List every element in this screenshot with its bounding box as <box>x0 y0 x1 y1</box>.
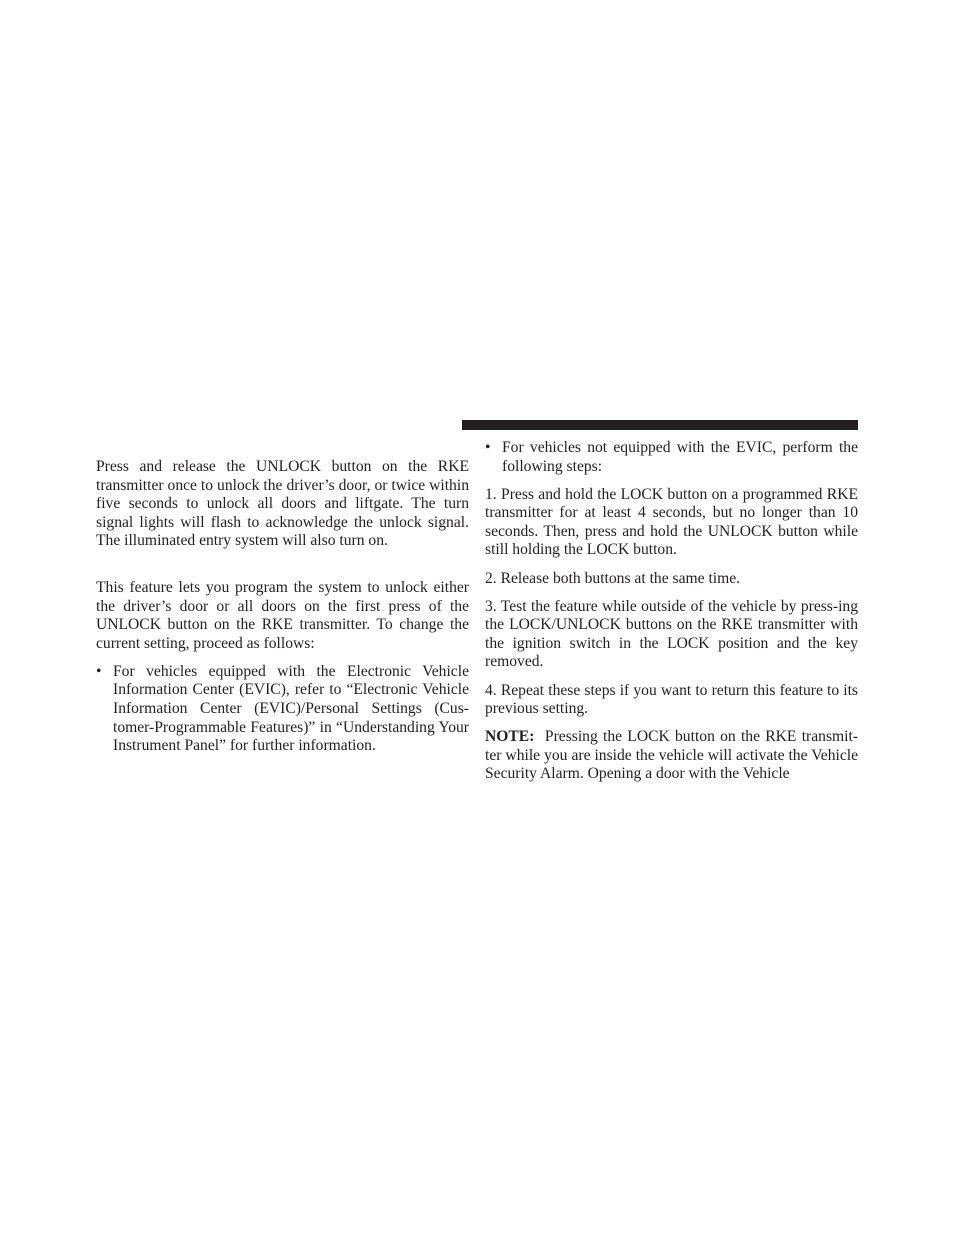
evic-bullet-item <box>96 663 469 756</box>
section-header-rule <box>462 420 858 430</box>
evic-bullet-text: For vehicles equipped with the Electronic Vehicle Information Center (EVIC), refer to “Electronic Vehicle Information Center (EVIC)/Personal Settings (Cus-tomer-Programmable Features)” in “Understanding Your Instrument Panel” for further information. <box>113 662 469 755</box>
step-4: 4. Repeat these steps if you want to return this feature to its previous setting. <box>485 681 858 718</box>
step-1: 1. Press and hold the LOCK button on a programmed RKE transmitter for at least 4 seconds, but no longer than 10 seconds. Then, press and hold the UNLOCK button while still holding the LOCK button. <box>485 485 858 559</box>
note-text: Pressing the LOCK button on the RKE transmit-ter while you are inside the vehicle will activate the Vehicle Security Alarm. Opening a door with the Vehicle <box>485 728 859 783</box>
step-3: 3. Test the feature while outside of the vehicle by press-ing the LOCK/UNLOCK buttons on the RKE transmitter with the ignition switch in the LOCK position and the key removed. <box>485 597 858 671</box>
bullet-icon: • <box>485 439 491 456</box>
note-label: NOTE: <box>485 728 535 746</box>
step-2: 2. Release both buttons at the same time. <box>485 569 741 587</box>
bullet-icon: • <box>96 662 102 680</box>
non-evic-bullet-item <box>485 439 858 476</box>
left-column <box>96 458 469 756</box>
right-column <box>485 439 858 784</box>
non-evic-bullet-text: For vehicles not equipped with the EVIC, perform the following steps: <box>502 439 858 475</box>
unlock-description-paragraph: Press and release the UNLOCK button on the RKE transmitter once to unlock the driver’s door, or twice within five seconds to unlock all doors and liftgate. The turn signal lights will flash to acknowledge the unlock signal. The illuminated entry system will also turn on. <box>96 458 469 550</box>
program-feature-paragraph: This feature lets you program the system to unlock either the driver’s door or all doors on the first press of the UNLOCK button on the RKE transmitter. To change the current setting, proceed as follows: <box>96 578 469 652</box>
note-paragraph <box>485 728 858 784</box>
